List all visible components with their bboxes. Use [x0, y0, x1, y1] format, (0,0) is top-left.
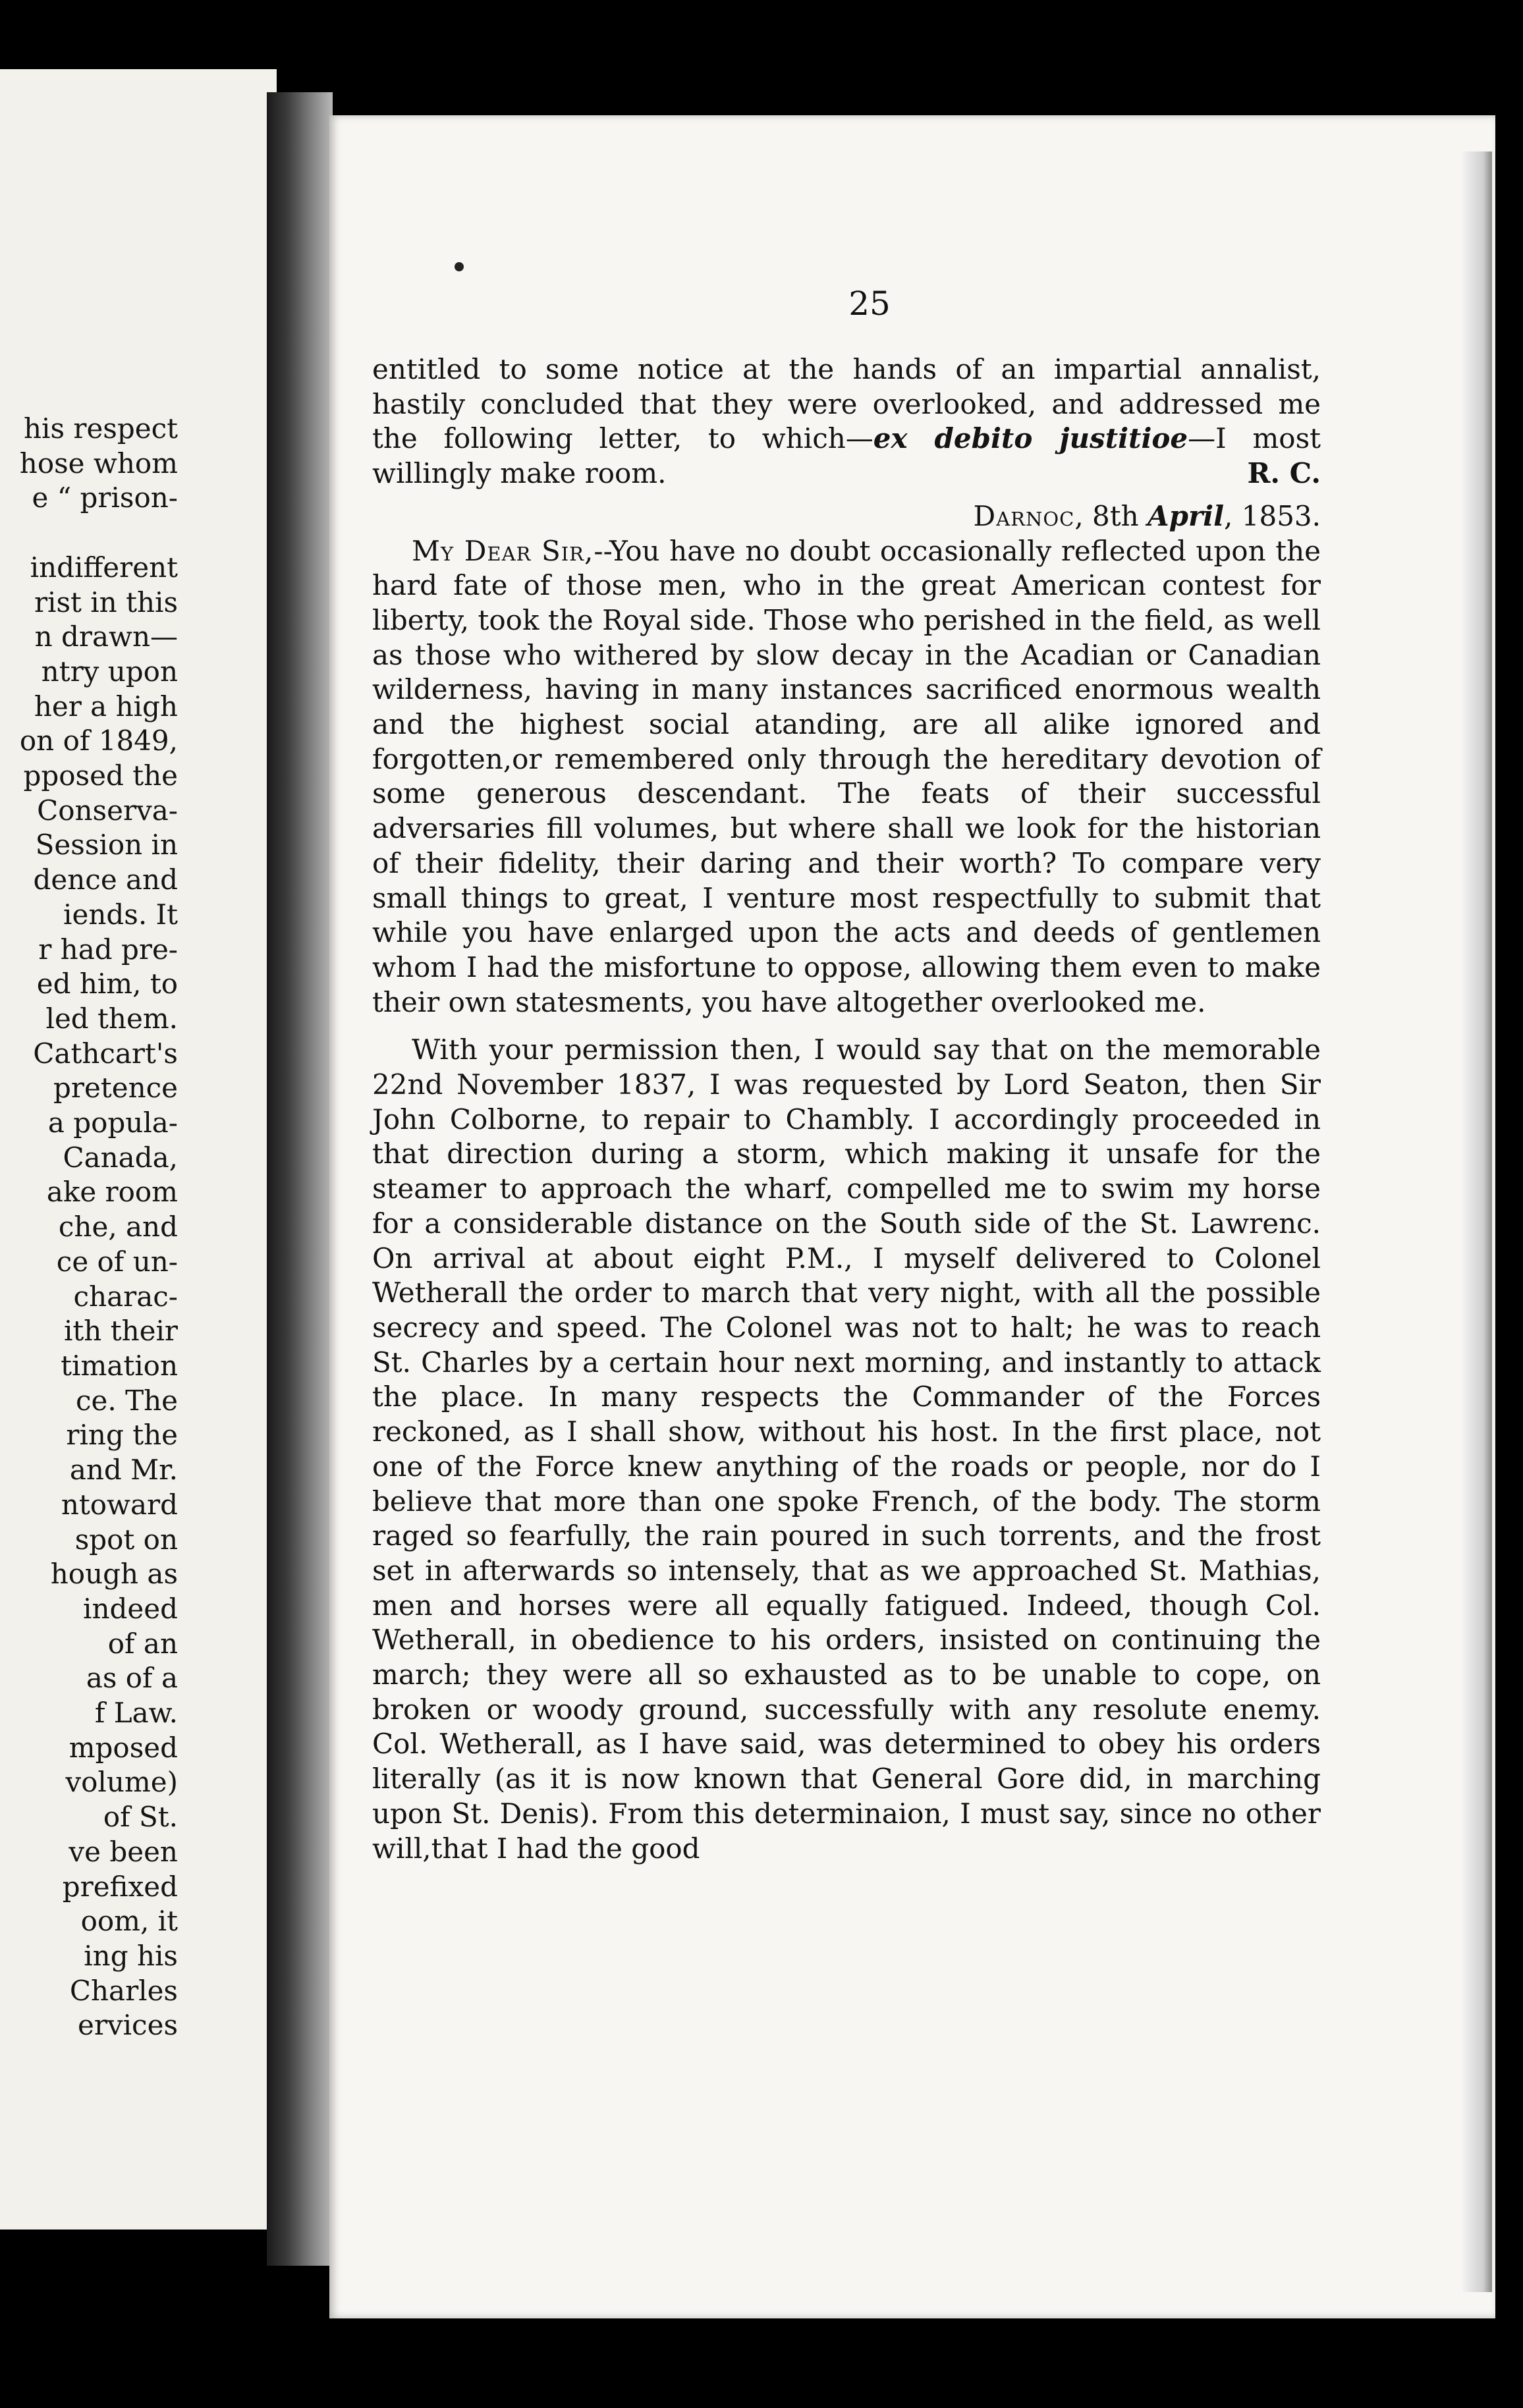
latin-phrase: ex debito justitioe [873, 422, 1188, 455]
left-page-line: indifferent [30, 551, 178, 584]
left-page-line: ith their [63, 1315, 178, 1348]
left-page-line: ake room [46, 1176, 178, 1209]
left-page-line: Charles [69, 1974, 178, 2007]
left-page-line: charac- [73, 1280, 178, 1313]
left-page-line: Conserva- [37, 794, 178, 827]
left-page-line: rist in this [34, 586, 178, 618]
page-number: 25 [848, 285, 891, 323]
left-page-line: pposed the [23, 759, 178, 792]
left-page-line: Canada, [63, 1141, 178, 1174]
left-page-line: his respect [23, 412, 178, 445]
dateline-day: , 8th [1074, 499, 1148, 532]
left-page-line: ervices [77, 2009, 178, 2042]
left-page-line: hose whom [19, 447, 178, 479]
left-page-line: mposed [69, 1731, 178, 1764]
left-page-line: spot on [74, 1523, 178, 1556]
left-page-line: ce of un- [56, 1245, 178, 1278]
paragraph-2-text: With your permission then, I would say that on the memorable 22nd November 1837, I was requested by Lord Seaton, then Sir John Colborne, to repair to Chambly. I accordingly proceeded in that direction during a storm, which making it unsafe for the steamer to approach the wharf, compelled me to swim my horse for a considerable distance on the South side of the St. Lawrenc. On arrival at about eight P.M., I myself delivered to Colonel Wetherall the order to march that very night, with all the possible secrecy and speed. The Colonel was not to halt; he was to reach St. Charles by a certain hour next morning, and instantly to attack the place. In many respects the Commander of the Forces reckoned, as I shall show, without his host. In the first place, not one of the Force knew anything of the roads or people, nor do I believe that more than one spoke French, of the body. The storm raged so fearfully, the rain poured in such torrents, and the frost set in afterwards so intensely, that as we approached St. Mathias, men and horses were all equally fatigued. Indeed, though Col. Wetherall, in obedience to his orders, insisted on continuing the march; they were all so exhausted as to be unable to cope, on broken or woody ground, successfully with any resolute enemy. Col. Wetherall, as I have said, was determined to obey his orders literally (as it is now known that General Gore did, in marching upon St. Denis). From this determinaion, I must say, since no other will,that I had the good [372, 1033, 1321, 1865]
left-page [0, 69, 277, 2230]
left-page-line: of St. [103, 1801, 178, 1834]
dateline-year: , 1853. [1224, 499, 1321, 532]
left-page-line: volume) [65, 1766, 178, 1799]
left-page-text-column [0, 412, 178, 2043]
left-page-line: indeed [83, 1592, 178, 1625]
left-page-line: ve been [69, 1835, 178, 1868]
left-page-line: ce. The [76, 1384, 178, 1417]
book-gutter [267, 92, 333, 2266]
left-page-line: and Mr. [69, 1454, 178, 1487]
left-page-line: Session in [35, 829, 178, 862]
left-page-line [0, 516, 178, 551]
page-edge [1462, 151, 1492, 2292]
left-page-line: ntoward [61, 1488, 178, 1521]
paragraph-1-text: --You have no doubt occasionally reflected upon the hard fate of those men, who in the great American contest for liberty, took the Royal side. Those who perished in the field, as well as those who withered by slow decay in the Acadian or Canadian wilderness, having in many instances sacrificed enormous wealth and the highest social atanding, are all alike ignored and forgotten,or remembered only through the hereditary devotion of some generous descendant. The feats of their successful adversaries fill volumes, but where shall we look for the historian of their fidelity, their daring and their worth? To compare very small things to great, I venture most respectfully to submit that while you have enlarged upon the acts and deeds of gentlemen whom I had the misfortune to oppose, allowing them even to make their own statesments, you have altogether overlooked me. [372, 534, 1321, 1018]
dateline-place: Darnoc [973, 499, 1075, 532]
left-page-line: ed him, to [36, 968, 178, 1000]
dateline [372, 499, 1321, 534]
left-page-line: of an [107, 1627, 178, 1660]
left-page-line: ntry upon [41, 655, 178, 688]
salutation: My Dear Sir, [412, 534, 594, 567]
left-page-line: pretence [53, 1072, 178, 1105]
ink-speck [455, 262, 464, 271]
left-page-line: r had pre- [38, 933, 178, 966]
left-page-line: ing his [84, 1939, 178, 1972]
intro-tail: —I most willingly make room. [372, 422, 1321, 490]
page-body [372, 352, 1321, 1866]
dateline-month: April [1148, 499, 1225, 532]
left-page-line: led them. [45, 1002, 178, 1035]
left-page-line: iends. It [63, 898, 178, 931]
intro-text: entitled to some notice at the hands of an impartial annalist, hastily concluded that they were overlooked, and addressed me the following letter, to which— [372, 353, 1321, 455]
left-page-line: n drawn— [34, 620, 178, 653]
left-page-line: dence and [33, 863, 178, 896]
left-page-line: prefixed [62, 1870, 178, 1903]
left-page-line: oom, it [80, 1905, 178, 1938]
left-page-line: her a high [34, 690, 178, 723]
letter-paragraph-1 [372, 534, 1321, 1020]
left-page-line: Cathcart's [33, 1037, 178, 1070]
letter-paragraph-2 [372, 1033, 1321, 1866]
left-page-line: a popula- [47, 1107, 178, 1139]
signature-initials: R. C. [1247, 457, 1321, 490]
left-page-line: hough as [50, 1558, 178, 1591]
left-page-line: on of 1849, [19, 725, 178, 757]
left-page-line: ring the [66, 1419, 178, 1452]
intro-paragraph [372, 352, 1321, 491]
left-page-line: timation [61, 1349, 178, 1382]
left-page-line: che, and [58, 1211, 178, 1244]
left-page-line: f Law. [94, 1697, 178, 1730]
left-page-line: e “ prison- [32, 481, 178, 514]
left-page-line: as of a [86, 1662, 178, 1695]
